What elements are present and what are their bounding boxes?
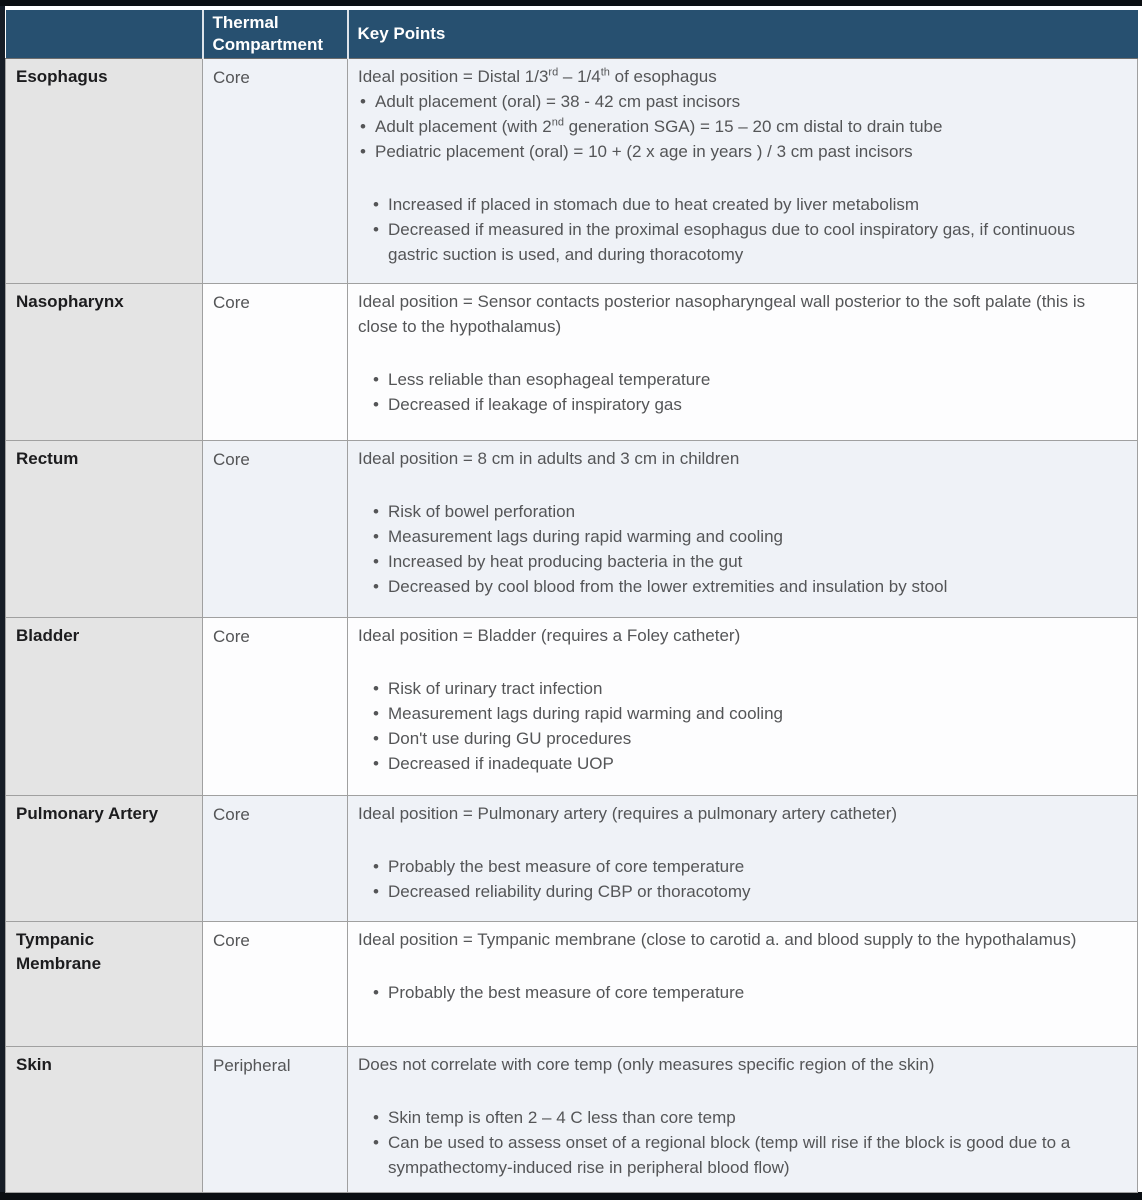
text-segment: Measurement lags during rapid warming and cooling <box>388 704 783 723</box>
blank-line-spacer <box>357 826 1127 854</box>
key-point-sub-bullet <box>357 676 1127 701</box>
text-segment: Skin temp is often 2 – 4 C less than core temp <box>388 1108 736 1127</box>
text-segment: Risk of bowel perforation <box>388 502 576 521</box>
text-segment: Does not correlate with core temp (only measures specific region of the skin) <box>358 1055 935 1074</box>
bullet-icon: • <box>373 754 379 773</box>
blank-line-spacer <box>357 471 1127 499</box>
text-segment: Increased if placed in stomach due to heat created by liver metabolism <box>388 195 920 214</box>
bullet-icon: • <box>373 395 379 414</box>
text-segment: Don't use during GU procedures <box>388 729 632 748</box>
key-point-sub-bullet <box>357 980 1127 1005</box>
site-cell <box>6 59 203 284</box>
key-point-sub-bullet <box>357 192 1127 217</box>
bullet-icon: • <box>373 552 379 571</box>
key-point-bullet <box>357 139 1127 164</box>
table-row <box>6 618 1138 796</box>
text-segment: Less reliable than esophageal temperature <box>388 370 711 389</box>
bullet-icon: • <box>373 1108 379 1127</box>
bullet-text <box>375 114 942 139</box>
key-points-cell <box>348 796 1138 922</box>
table-row <box>6 284 1138 441</box>
bullet-text <box>388 879 751 904</box>
bullet-icon: • <box>360 92 366 111</box>
text-segment: Ideal position = Bladder (requires a Foley catheter) <box>358 626 741 645</box>
thermal-compartment-cell: Peripheral <box>203 1047 348 1193</box>
bullet-icon: • <box>373 1133 379 1152</box>
bullet-text <box>375 89 740 114</box>
header-site-blank <box>6 10 203 59</box>
bullet-text <box>388 217 1127 267</box>
key-point-paragraph <box>357 289 1127 339</box>
bullet-text <box>388 367 710 392</box>
key-point-sub-bullet <box>357 392 1127 417</box>
bullet-icon: • <box>373 527 379 546</box>
key-point-sub-bullet <box>357 726 1127 751</box>
text-segment: Decreased by cool blood from the lower extremities and insulation by stool <box>388 577 948 596</box>
site-name: Nasopharynx <box>16 292 124 311</box>
text-segment: generation SGA) = 15 – 20 cm distal to drain tube <box>563 117 943 136</box>
top-border-bar <box>0 0 1142 6</box>
key-point-sub-bullet <box>357 751 1127 776</box>
bullet-text <box>388 574 947 599</box>
key-point-sub-bullet <box>357 1105 1127 1130</box>
header-thermal-compartment: Thermal Compartment <box>203 10 348 59</box>
site-name: Bladder <box>16 626 80 645</box>
header-row <box>6 10 1138 59</box>
table-row <box>6 1047 1138 1193</box>
text-segment: Ideal position = Pulmonary artery (requires a pulmonary artery catheter) <box>358 804 898 823</box>
site-name: Skin <box>16 1055 52 1074</box>
thermal-compartment-cell: Core <box>203 618 348 796</box>
site-name: Esophagus <box>16 67 108 86</box>
bullet-icon: • <box>373 195 379 214</box>
bullet-icon: • <box>373 370 379 389</box>
bullet-icon: • <box>360 142 366 161</box>
key-point-sub-bullet <box>357 524 1127 549</box>
bullet-text <box>388 726 631 751</box>
bullet-text <box>388 676 602 701</box>
key-point-paragraph <box>357 64 1127 89</box>
site-name: Pulmonary Artery <box>16 804 159 823</box>
blank-line-spacer <box>357 339 1127 367</box>
text-segment: Measurement lags during rapid warming and cooling <box>388 527 783 546</box>
bullet-icon: • <box>373 857 379 876</box>
bullet-text <box>388 751 614 776</box>
key-point-paragraph <box>357 623 1127 648</box>
site-cell <box>6 1047 203 1193</box>
bullet-icon: • <box>373 704 379 723</box>
key-point-sub-bullet <box>357 854 1127 879</box>
text-segment: Adult placement (with 2 <box>375 117 552 136</box>
site-name: Rectum <box>16 449 79 468</box>
bullet-text <box>388 524 783 549</box>
header-key-points: Key Points <box>348 10 1138 59</box>
bullet-icon: • <box>373 729 379 748</box>
key-points-cell <box>348 284 1138 441</box>
bullet-icon: • <box>373 882 379 901</box>
text-segment: Ideal position = Tympanic membrane (close to carotid a. and blood supply to the hypothalamus) <box>358 930 1077 949</box>
blank-line-spacer <box>357 648 1127 676</box>
text-segment: Adult placement (oral) = 38 - 42 cm past incisors <box>375 92 741 111</box>
key-point-paragraph <box>357 801 1127 826</box>
text-segment: Can be used to assess onset of a regional block (temp will rise if the block is good due to a sympathectomy-induced rise in peripheral blood flow) <box>388 1133 1071 1177</box>
key-point-sub-bullet <box>357 1130 1127 1180</box>
superscript-text: th <box>600 66 610 79</box>
site-cell <box>6 796 203 922</box>
site-name: Tympanic Membrane <box>16 930 102 973</box>
key-points-cell <box>348 922 1138 1047</box>
bullet-text <box>388 392 682 417</box>
key-point-sub-bullet <box>357 879 1127 904</box>
bullet-icon: • <box>373 983 379 1002</box>
thermal-compartment-cell: Core <box>203 284 348 441</box>
bottom-border-bar <box>0 1192 1142 1200</box>
text-segment: Ideal position = 8 cm in adults and 3 cm in children <box>358 449 740 468</box>
text-segment: Pediatric placement (oral) = 10 + (2 x age in years ) / 3 cm past incisors <box>375 142 913 161</box>
bullet-text <box>375 139 913 164</box>
bullet-text <box>388 701 783 726</box>
key-point-sub-bullet <box>357 217 1127 267</box>
bullet-text <box>388 192 919 217</box>
superscript-text: nd <box>551 116 564 129</box>
site-cell <box>6 441 203 618</box>
bullet-icon: • <box>373 679 379 698</box>
key-point-paragraph <box>357 446 1127 471</box>
bullet-icon: • <box>373 220 379 239</box>
table-body <box>6 59 1138 1193</box>
key-point-sub-bullet <box>357 549 1127 574</box>
thermal-compartment-cell: Core <box>203 796 348 922</box>
site-cell <box>6 922 203 1047</box>
bullet-text <box>388 854 744 879</box>
key-point-bullet <box>357 114 1127 139</box>
bullet-text <box>388 549 742 574</box>
bullet-icon: • <box>373 577 379 596</box>
key-point-sub-bullet <box>357 574 1127 599</box>
text-segment: Ideal position = Sensor contacts posterior nasopharyngeal wall posterior to the soft palate (this is close to the hypothalamus) <box>358 292 1086 336</box>
blank-line-spacer <box>357 164 1127 192</box>
text-segment: Ideal position = Distal 1/3 <box>358 67 549 86</box>
key-points-cell <box>348 1047 1138 1193</box>
blank-line-spacer <box>357 1077 1127 1105</box>
superscript-text: rd <box>548 66 559 79</box>
text-segment: Increased by heat producing bacteria in the gut <box>388 552 743 571</box>
thermal-compartment-cell: Core <box>203 922 348 1047</box>
key-point-bullet <box>357 89 1127 114</box>
bullet-icon: • <box>373 502 379 521</box>
text-segment: Risk of urinary tract infection <box>388 679 603 698</box>
table-row <box>6 441 1138 618</box>
bullet-text <box>388 980 744 1005</box>
key-points-cell <box>348 59 1138 284</box>
key-points-cell <box>348 618 1138 796</box>
text-segment: Decreased if leakage of inspiratory gas <box>388 395 682 414</box>
bullet-icon: • <box>360 117 366 136</box>
key-points-cell <box>348 441 1138 618</box>
site-cell <box>6 284 203 441</box>
key-point-sub-bullet <box>357 367 1127 392</box>
key-point-paragraph <box>357 1052 1127 1077</box>
key-point-sub-bullet <box>357 499 1127 524</box>
bullet-text <box>388 1105 736 1130</box>
text-segment: Probably the best measure of core temperature <box>388 983 745 1002</box>
site-cell <box>6 618 203 796</box>
temperature-monitoring-table <box>5 10 1138 1193</box>
text-segment: Decreased if measured in the proximal esophagus due to cool inspiratory gas, if continuous gastric suction is used, and during thoracotomy <box>388 220 1075 264</box>
thermal-compartment-cell: Core <box>203 441 348 618</box>
bullet-text <box>388 499 575 524</box>
text-segment: Decreased if inadequate UOP <box>388 754 614 773</box>
table-row <box>6 796 1138 922</box>
blank-line-spacer <box>357 952 1127 980</box>
text-segment: – 1/4 <box>558 67 601 86</box>
thermal-compartment-cell: Core <box>203 59 348 284</box>
key-point-sub-bullet <box>357 701 1127 726</box>
bullet-text <box>388 1130 1127 1180</box>
key-point-paragraph <box>357 927 1127 952</box>
table-row <box>6 59 1138 284</box>
text-segment: Probably the best measure of core temperature <box>388 857 745 876</box>
text-segment: Decreased reliability during CBP or thoracotomy <box>388 882 751 901</box>
text-segment: of esophagus <box>609 67 717 86</box>
table-row <box>6 922 1138 1047</box>
